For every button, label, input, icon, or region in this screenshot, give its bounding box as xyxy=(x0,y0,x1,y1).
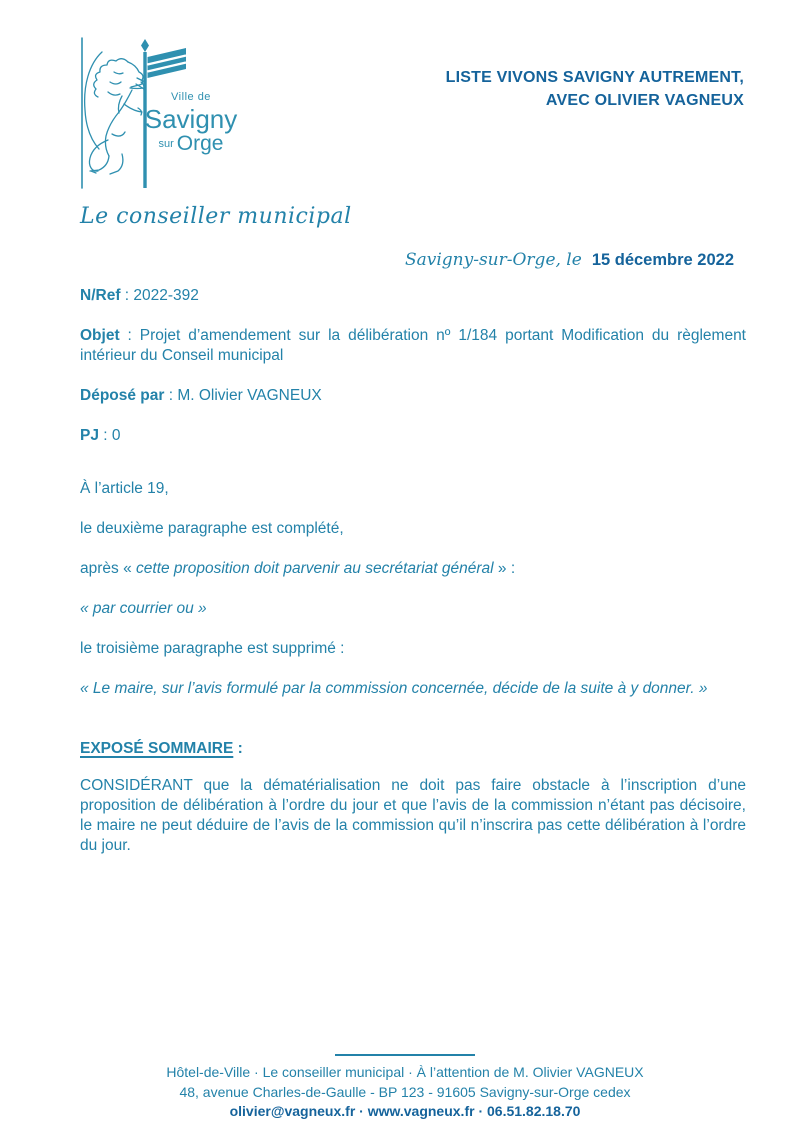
paragraph-complete-line: le deuxième paragraphe est complété, xyxy=(80,520,344,537)
dateline-place: Savigny-sur-Orge, le xyxy=(404,250,582,270)
lion-mane xyxy=(94,59,128,97)
article-line: À l’article 19, xyxy=(80,480,169,497)
shield-arc xyxy=(85,52,102,149)
lion-head xyxy=(128,62,143,87)
footer-address-line2: 48, avenue Charles-de-Gaulle - BP 123 - 91605 Savigny-sur-Orge cedex xyxy=(179,1083,631,1100)
logo-orge: Orge xyxy=(176,131,224,155)
apres-prefix: après « xyxy=(80,560,137,577)
courrier-quote-line: « par courrier ou » xyxy=(80,600,207,617)
footer-divider xyxy=(335,1054,475,1056)
apres-suffix: » : xyxy=(493,560,516,577)
expose-heading xyxy=(80,739,746,759)
logo-savigny: Savigny xyxy=(144,103,238,134)
letter-body xyxy=(80,286,746,856)
footer xyxy=(0,1054,810,1122)
lion-rear-leg-2 xyxy=(110,154,123,174)
ref-label: N/Ref xyxy=(80,287,121,304)
expose-heading-suffix: : xyxy=(233,740,243,757)
objet-label: Objet xyxy=(80,327,120,344)
depose-sep: : xyxy=(164,387,178,404)
expose-heading-text: EXPOSÉ SOMMAIRE xyxy=(80,740,234,757)
depose-line xyxy=(80,386,746,406)
pj-line xyxy=(80,426,746,446)
footer-contact-line: olivier@vagneux.fr · www.vagneux.fr · 06.51.82.18.70 xyxy=(229,1103,581,1119)
footer-address-line1: Hôtel-de-Ville · Le conseiller municipal · À l’attention de M. Olivier VAGNEUX xyxy=(166,1064,644,1080)
considerant-paragraph: CONSIDÉRANT que la dématérialisation ne doit pas faire obstacle à l’inscription d’une proposition de délibération à l’ordre du jour et que l’avis de la commission n’étant pas décisoire, le maire ne peut déduire de l’avis de la commission qu’il n’inscrira pas cette délibération à l’ordre du jour. xyxy=(80,777,746,854)
city-logo xyxy=(78,36,256,194)
dateline-date: 15 décembre 2022 xyxy=(591,251,734,269)
logo-sur: sur xyxy=(158,137,174,150)
list-title xyxy=(446,66,744,112)
maire-quote-line: « Le maire, sur l’avis formulé par la commission concernée, décide de la suite à y donner. » xyxy=(80,680,708,697)
apres-line xyxy=(80,559,746,579)
list-title-line2: AVEC OLIVIER VAGNEUX xyxy=(545,92,744,109)
sender-title: Le conseiller municipal xyxy=(80,204,352,229)
ref-sep: : xyxy=(120,287,134,304)
staff-finial xyxy=(141,39,149,52)
apres-quote: cette proposition doit parvenir au secrétariat général xyxy=(136,560,494,577)
city-logo-text xyxy=(138,92,244,155)
lion-haunch xyxy=(112,132,125,136)
lion-back xyxy=(105,90,132,156)
pj-value: 0 xyxy=(111,427,121,444)
logo-ville-de: Ville de xyxy=(171,91,211,103)
objet-line xyxy=(80,326,746,366)
ref-line xyxy=(80,286,746,306)
objet-sep: : xyxy=(119,327,140,344)
list-title-line1: LISTE VIVONS SAVIGNY AUTREMENT, xyxy=(445,69,744,86)
depose-value: M. Olivier VAGNEUX xyxy=(177,387,322,404)
dateline xyxy=(405,250,734,270)
paragraph-supprime-line: le troisième paragraphe est supprimé : xyxy=(80,640,345,657)
logo-sur-orge xyxy=(138,133,244,155)
lion-mane-detail xyxy=(108,72,123,95)
pj-sep: : xyxy=(98,427,112,444)
depose-label: Déposé par xyxy=(80,387,165,404)
pj-label: PJ xyxy=(80,427,99,444)
objet-value: Projet d’amendement sur la délibération nº 1/184 portant Modification du règlement intérieur du Conseil municipal xyxy=(80,327,746,364)
ref-value: 2022-392 xyxy=(133,287,199,304)
